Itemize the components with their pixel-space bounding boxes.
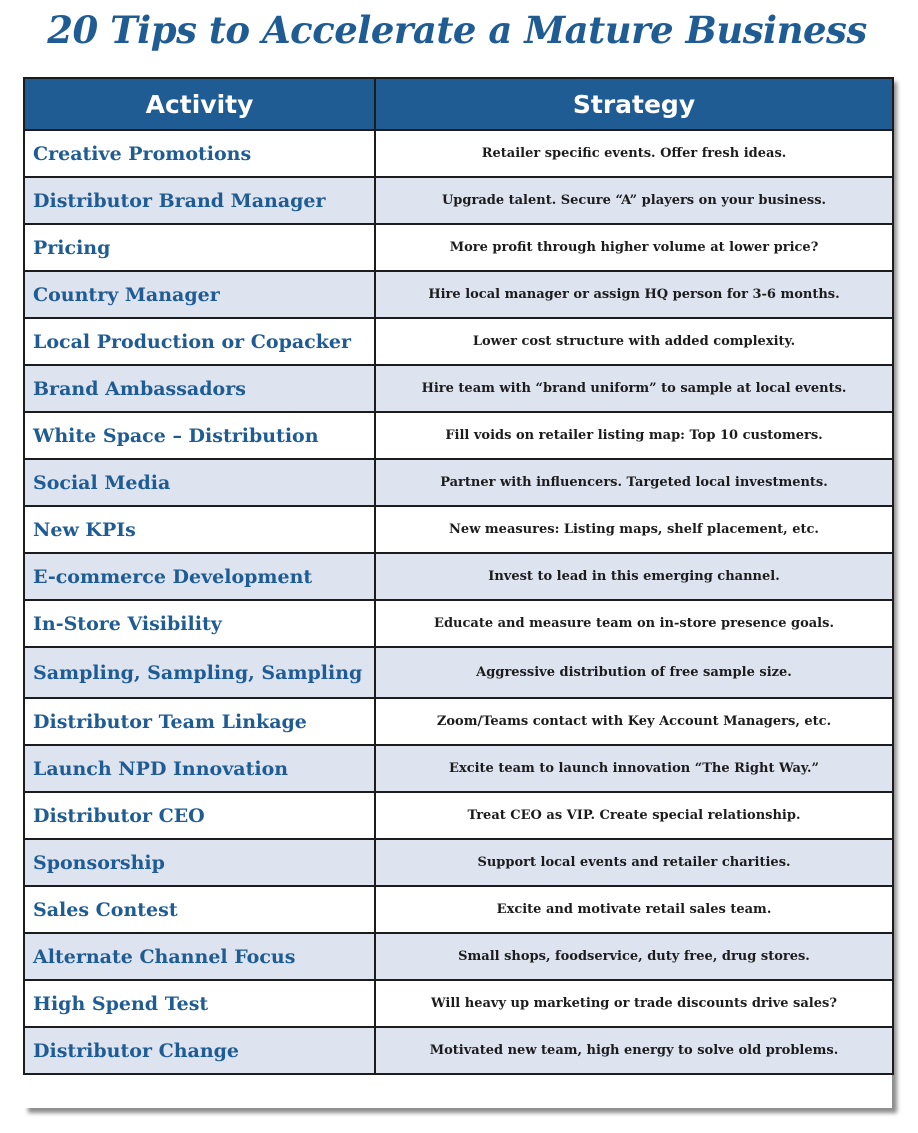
table-row (24, 839, 893, 886)
table-row (24, 412, 893, 459)
strategy-cell: Excite and motivate retail sales team. (375, 886, 893, 933)
table-row (24, 600, 893, 647)
table-row (24, 130, 893, 177)
activity-cell: Creative Promotions (24, 130, 375, 177)
activity-cell: Social Media (24, 459, 375, 506)
table-row (24, 647, 893, 698)
strategy-cell: Excite team to launch innovation “The Right Way.” (375, 745, 893, 792)
tips-table (23, 77, 894, 1075)
table-row (24, 224, 893, 271)
strategy-cell: Educate and measure team on in-store presence goals. (375, 600, 893, 647)
activity-cell: E-commerce Development (24, 553, 375, 600)
table-row (24, 933, 893, 980)
table-row (24, 886, 893, 933)
table-row (24, 506, 893, 553)
activity-cell: Alternate Channel Focus (24, 933, 375, 980)
activity-cell: Launch NPD Innovation (24, 745, 375, 792)
activity-cell: Distributor Change (24, 1027, 375, 1074)
strategy-cell: Aggressive distribution of free sample size. (375, 647, 893, 698)
table-row (24, 745, 893, 792)
table-row (24, 553, 893, 600)
strategy-cell: Support local events and retailer charities. (375, 839, 893, 886)
strategy-column-header: Strategy (375, 78, 893, 130)
activity-cell: New KPIs (24, 506, 375, 553)
strategy-cell: Retailer specific events. Offer fresh ideas. (375, 130, 893, 177)
activity-cell: Sponsorship (24, 839, 375, 886)
activity-cell: Distributor Team Linkage (24, 698, 375, 745)
table-row (24, 792, 893, 839)
strategy-cell: New measures: Listing maps, shelf placement, etc. (375, 506, 893, 553)
strategy-cell: Invest to lead in this emerging channel. (375, 553, 893, 600)
strategy-cell: Motivated new team, high energy to solve old problems. (375, 1027, 893, 1074)
activity-cell: Country Manager (24, 271, 375, 318)
strategy-cell: Partner with influencers. Targeted local investments. (375, 459, 893, 506)
strategy-cell: Lower cost structure with added complexity. (375, 318, 893, 365)
table-row (24, 318, 893, 365)
strategy-cell: More profit through higher volume at lower price? (375, 224, 893, 271)
activity-cell: Sampling, Sampling, Sampling (24, 647, 375, 698)
strategy-cell: Zoom/Teams contact with Key Account Managers, etc. (375, 698, 893, 745)
strategy-cell: Hire local manager or assign HQ person for 3-6 months. (375, 271, 893, 318)
table-row (24, 698, 893, 745)
activity-cell: Local Production or Copacker (24, 318, 375, 365)
table-row (24, 459, 893, 506)
table-row (24, 365, 893, 412)
table-header-row (24, 78, 893, 130)
activity-column-header: Activity (24, 78, 375, 130)
strategy-cell: Hire team with “brand uniform” to sample at local events. (375, 365, 893, 412)
table-row (24, 177, 893, 224)
strategy-cell: Upgrade talent. Secure “A” players on your business. (375, 177, 893, 224)
activity-cell: Distributor Brand Manager (24, 177, 375, 224)
activity-cell: White Space – Distribution (24, 412, 375, 459)
table-row (24, 980, 893, 1027)
activity-cell: In-Store Visibility (24, 600, 375, 647)
activity-cell: Sales Contest (24, 886, 375, 933)
strategy-cell: Treat CEO as VIP. Create special relationship. (375, 792, 893, 839)
page-title: 20 Tips to Accelerate a Mature Business (47, 8, 867, 52)
activity-cell: Distributor CEO (24, 792, 375, 839)
activity-cell: Brand Ambassadors (24, 365, 375, 412)
table-row (24, 271, 893, 318)
strategy-cell: Will heavy up marketing or trade discounts drive sales? (375, 980, 893, 1027)
table-row (24, 1027, 893, 1074)
strategy-cell: Small shops, foodservice, duty free, drug stores. (375, 933, 893, 980)
activity-cell: High Spend Test (24, 980, 375, 1027)
activity-cell: Pricing (24, 224, 375, 271)
strategy-cell: Fill voids on retailer listing map: Top 10 customers. (375, 412, 893, 459)
tips-table-container (23, 77, 892, 1108)
